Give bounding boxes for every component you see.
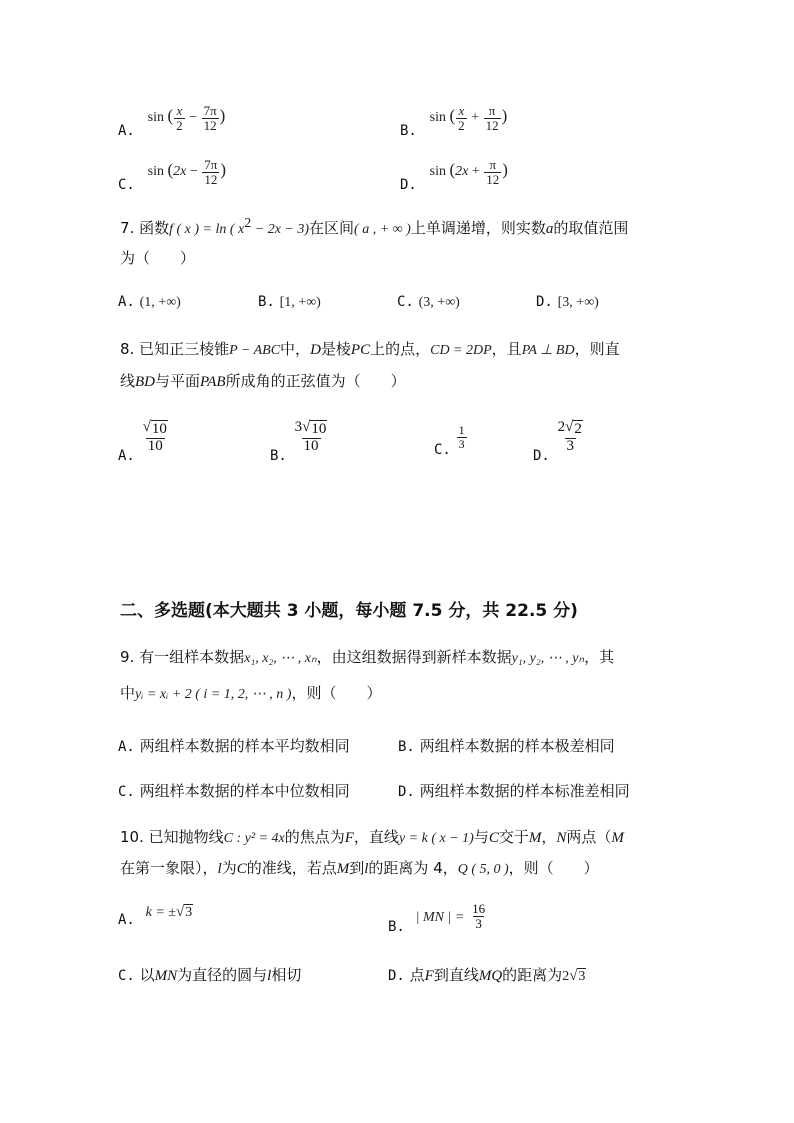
q9-option-b: B. 两组样本数据的样本极差相同: [398, 737, 615, 755]
q9-stem-line2: 中yᵢ = xᵢ + 2 ( i = 1, 2, ⋯ , n )，则（ ）: [120, 684, 382, 702]
q10-stem-line2: 在第一象限），l为C的准线，若点M到l的距离为 4，Q ( 5, 0 )，则（ ）: [120, 859, 599, 877]
q7-option-d: D. [3, +∞): [536, 294, 599, 310]
q7-option-a: A. (1, +∞): [118, 294, 181, 310]
q9-option-c: C. 两组样本数据的样本中位数相同: [118, 782, 350, 800]
q8-stem-line1: 8. 已知正三棱锥P − ABC中，D是棱PC上的点，CD = 2DP，且PA ⊥ BD，则直: [120, 340, 620, 358]
section-heading: 二、多选题(本大题共 3 小题，每小题 7.5 分，共 22.5 分): [120, 601, 578, 621]
q9-stem-line1: 9. 有一组样本数据x₁, x₂, ⋯ , xₙ，由这组数据得到新样本数据y₁, y₂, ⋯ , yₙ，其: [120, 648, 615, 666]
q8-option-c: C. $\frac{1}{3}$: [434, 423, 465, 458]
sin-expression: sin (2x − $\frac{7\pi}{12}$ ): [147, 157, 227, 187]
sin-expression: sin (2x + $\frac{\pi}{12}$ ): [429, 157, 508, 187]
q8-option-b: B. 3 √ 10 10: [270, 419, 327, 464]
q8-option-a: A. √ 10 10: [118, 419, 167, 464]
q6-option-d: [400, 157, 508, 194]
q7-option-c: C. (3, +∞): [397, 294, 460, 310]
q7-stem-line1: 7. 函数f ( x ) = ln ( $x^2 - 2x - 3$)在区间( a , + ∞ )上单调递增，则实数a的取值范围: [120, 216, 629, 237]
q10-option-b: B. | MN | = $\frac{16}{3}$: [388, 901, 486, 935]
q6-option-a: [118, 103, 226, 140]
option-label: A.: [118, 123, 135, 140]
q9-option-d: D. 两组样本数据的样本标准差相同: [398, 782, 630, 800]
q6-option-c: [118, 157, 227, 194]
option-label: D.: [400, 177, 417, 194]
q6-option-b: [400, 103, 508, 140]
q8-stem-line2: 线BD与平面PAB所成角的正弦值为（ ）: [120, 372, 406, 390]
sin-expression: sin ( $\frac{x}{2}$ − $\frac{7\pi}{12}$ ): [147, 103, 226, 133]
q8-option-d: D. 2 √ 2 3: [533, 419, 582, 464]
q10-stem-line1: 10. 已知抛物线C : y² = 4x的焦点为F，直线y = k ( x − 1)与C交于M，N两点（M: [120, 828, 624, 846]
q10-option-a: A. k = ± √ 3: [118, 904, 193, 928]
option-label: C.: [118, 177, 135, 194]
q7-stem-line2: 为（ ）: [120, 249, 196, 267]
q10-option-c: C. 以MN为直径的圆与l相切: [118, 966, 302, 984]
option-label: B.: [400, 123, 417, 140]
q9-option-a: A. 两组样本数据的样本平均数相同: [118, 737, 350, 755]
q7-option-b: B. [1, +∞): [258, 294, 321, 310]
q10-option-d: D. 点F到直线MQ的距离为2 √ 3: [388, 966, 586, 984]
sin-expression: sin ( $\frac{x}{2}$ + $\frac{\pi}{12}$ ): [429, 103, 508, 133]
